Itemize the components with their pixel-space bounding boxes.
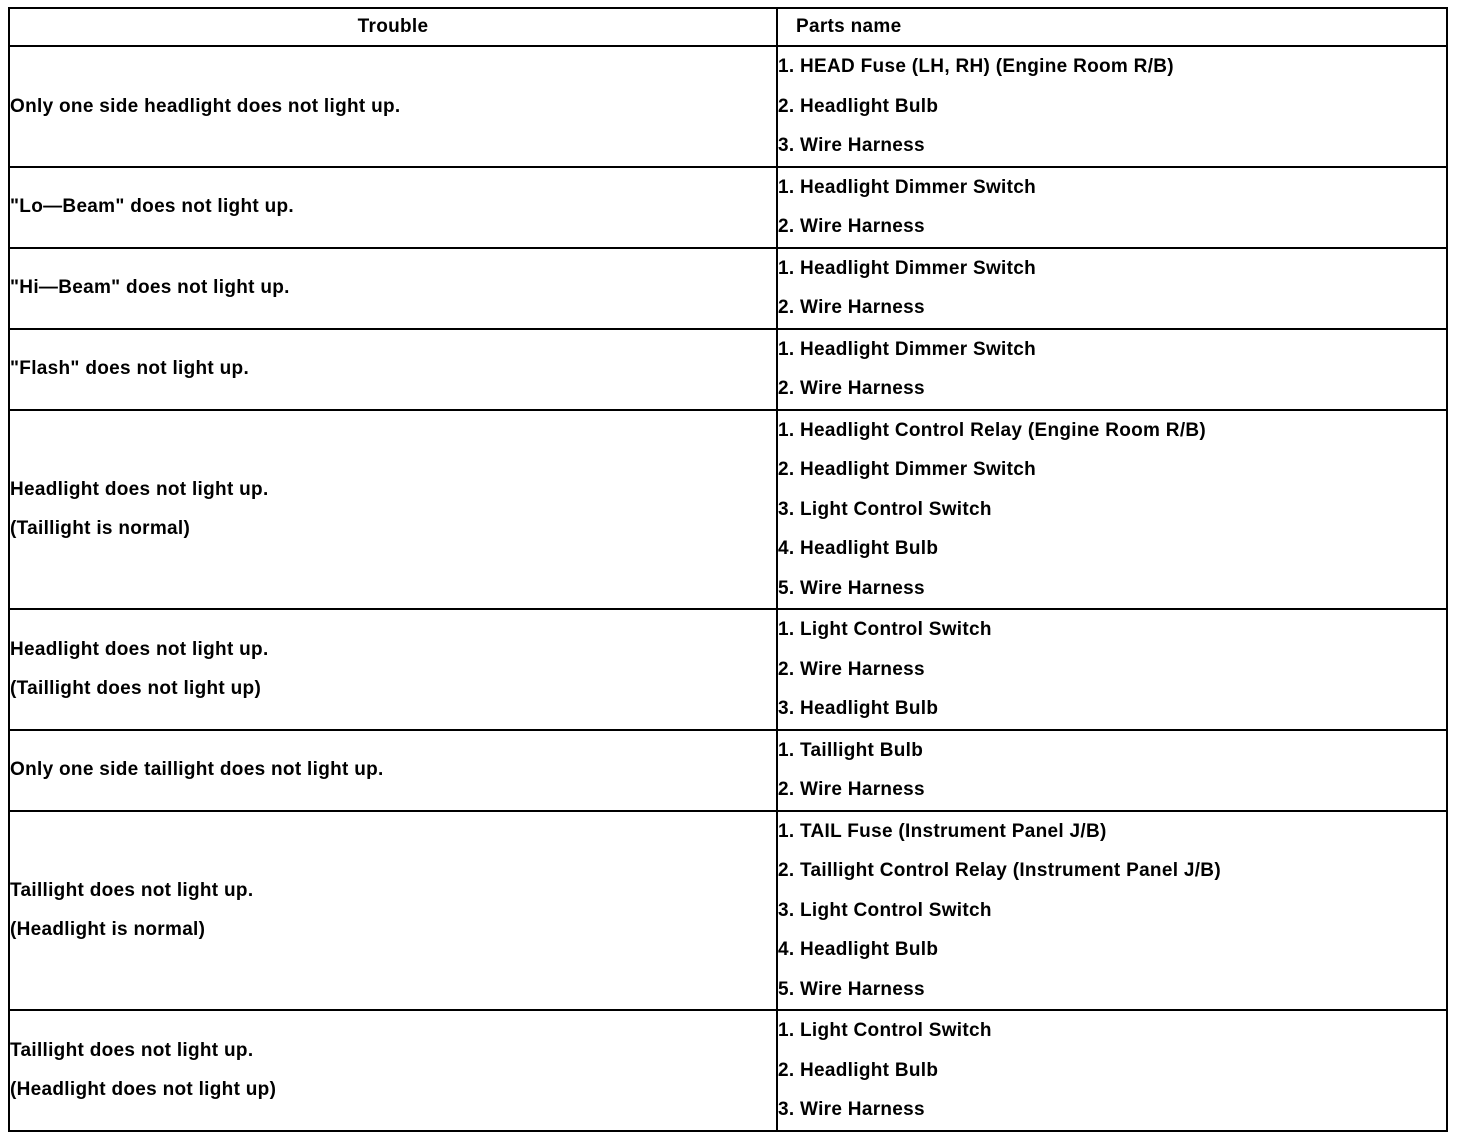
table-row xyxy=(9,248,1447,329)
trouble-cell xyxy=(9,811,777,1011)
parts-cell xyxy=(777,730,1447,811)
part-name-item: 1. HEAD Fuse (LH, RH) (Engine Room R/B) xyxy=(778,56,1174,77)
part-name-item: 2. Headlight Dimmer Switch xyxy=(778,459,1037,480)
parts-name-column-header: Parts name xyxy=(777,8,1447,46)
parts-cell xyxy=(777,1010,1447,1131)
part-name-item: 1. Headlight Dimmer Switch xyxy=(778,338,1037,360)
trouble-cell xyxy=(9,248,777,329)
trouble-text: "Hi—Beam" does not light up. xyxy=(10,277,290,299)
trouble-cell xyxy=(9,1010,777,1131)
trouble-cell xyxy=(9,410,777,610)
part-name-item: 3. Light Control Switch xyxy=(778,498,992,520)
parts-cell xyxy=(777,609,1447,730)
part-name-item: 1. TAIL Fuse (Instrument Panel J/B) xyxy=(778,820,1107,842)
part-name-item: 4. Headlight Bulb xyxy=(778,939,939,960)
troubleshooting-table xyxy=(8,7,1448,1132)
parts-cell xyxy=(777,248,1447,329)
table-row xyxy=(9,730,1447,811)
table-row xyxy=(9,609,1447,730)
trouble-text: (Headlight is normal) xyxy=(10,919,206,941)
trouble-text: (Headlight does not light up) xyxy=(10,1079,277,1101)
trouble-text: Only one side taillight does not light up. xyxy=(10,759,384,781)
table-row xyxy=(9,811,1447,1011)
trouble-cell xyxy=(9,609,777,730)
part-name-item: 2. Wire Harness xyxy=(778,216,925,237)
trouble-text: "Lo—Beam" does not light up. xyxy=(10,196,294,218)
part-name-item: 2. Taillight Control Relay (Instrument Panel J/B) xyxy=(778,860,1221,881)
part-name-item: 3. Wire Harness xyxy=(778,135,925,156)
part-name-item: 2. Wire Harness xyxy=(778,297,925,318)
trouble-text: Headlight does not light up. xyxy=(10,638,269,660)
part-name-item: 1. Headlight Dimmer Switch xyxy=(778,257,1037,279)
part-name-item: 5. Wire Harness xyxy=(778,577,925,599)
part-name-item: 2. Headlight Bulb xyxy=(778,95,939,117)
trouble-text: (Taillight does not light up) xyxy=(10,678,262,700)
part-name-item: 2. Wire Harness xyxy=(778,658,925,680)
trouble-cell xyxy=(9,46,777,167)
trouble-text: (Taillight is normal) xyxy=(10,518,191,540)
part-name-item: 1. Taillight Bulb xyxy=(778,739,924,761)
part-name-item: 1. Headlight Control Relay (Engine Room R/B) xyxy=(778,419,1207,441)
trouble-cell xyxy=(9,730,777,811)
part-name-item: 1. Light Control Switch xyxy=(778,1020,992,1041)
parts-cell xyxy=(777,46,1447,167)
part-name-item: 3. Wire Harness xyxy=(778,1099,925,1120)
part-name-item: 3. Headlight Bulb xyxy=(778,698,939,719)
trouble-text: Only one side headlight does not light up. xyxy=(10,95,401,117)
part-name-item: 2. Headlight Bulb xyxy=(778,1059,939,1081)
trouble-text: Headlight does not light up. xyxy=(10,478,269,500)
part-name-item: 2. Wire Harness xyxy=(778,779,925,800)
parts-cell xyxy=(777,329,1447,410)
part-name-item: 5. Wire Harness xyxy=(778,978,925,1000)
part-name-item: 2. Wire Harness xyxy=(778,378,925,399)
table-row xyxy=(9,46,1447,167)
trouble-text: Taillight does not light up. xyxy=(10,879,254,901)
parts-cell xyxy=(777,167,1447,248)
table-row xyxy=(9,1010,1447,1131)
table-row xyxy=(9,167,1447,248)
table-row xyxy=(9,410,1447,610)
part-name-item: 3. Light Control Switch xyxy=(778,899,992,921)
trouble-text: "Flash" does not light up. xyxy=(10,358,250,380)
parts-cell xyxy=(777,811,1447,1011)
parts-cell xyxy=(777,410,1447,610)
trouble-cell xyxy=(9,167,777,248)
trouble-text: Taillight does not light up. xyxy=(10,1039,254,1061)
trouble-cell xyxy=(9,329,777,410)
part-name-item: 1. Light Control Switch xyxy=(778,619,992,640)
table-row xyxy=(9,329,1447,410)
part-name-item: 4. Headlight Bulb xyxy=(778,538,939,559)
table-body xyxy=(9,46,1447,1131)
table-header-row xyxy=(9,8,1447,46)
part-name-item: 1. Headlight Dimmer Switch xyxy=(778,176,1037,198)
trouble-column-header: Trouble xyxy=(9,8,777,46)
